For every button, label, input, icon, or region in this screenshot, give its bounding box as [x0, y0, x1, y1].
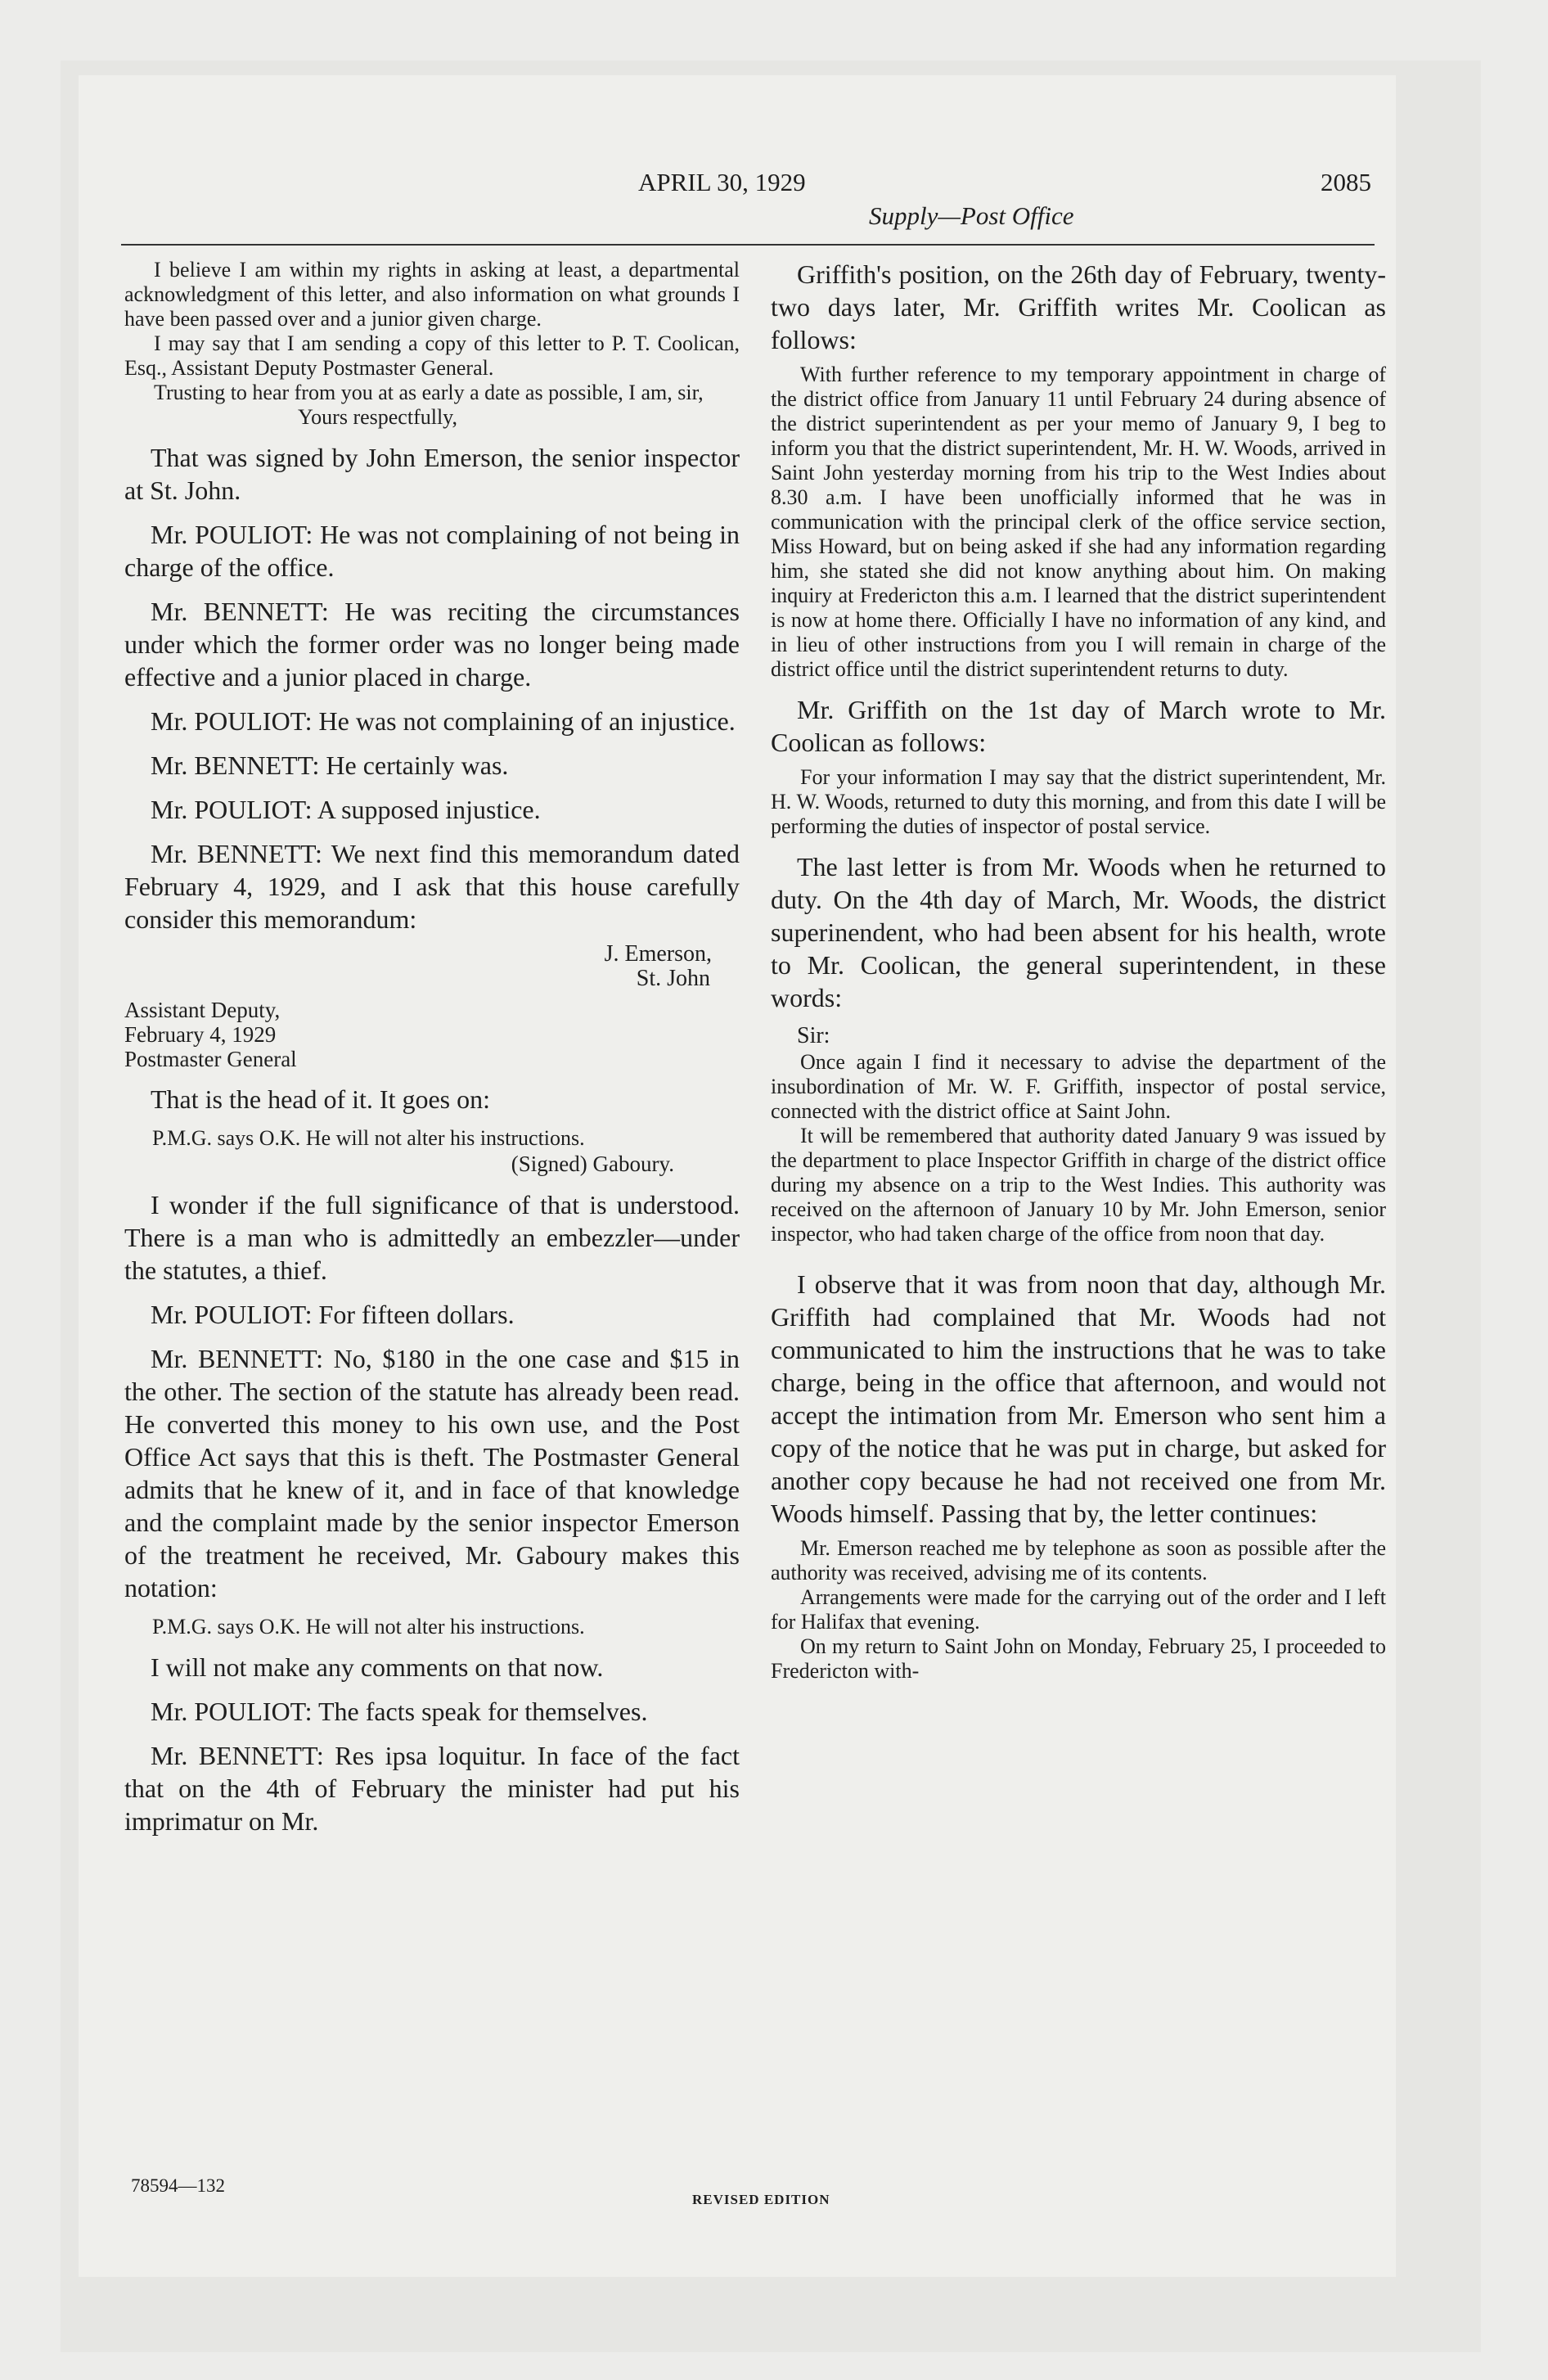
- quoted-letter: Arrangements were made for the carrying out of the order and I left for Halifax that evening.: [771, 1585, 1386, 1634]
- memo-address-line: Assistant Deputy,: [124, 998, 281, 1022]
- quoted-letter: With further reference to my temporary appointment in charge of the district office from January 11 until February 24 during absence of the district superintendent as per your memo of January 9, I beg to inform you that the district superintendent, Mr. H. W. Woods, arrived in Saint John yesterday morning from his trip to the West Indies about 8.30 a.m. I have been unofficially informed that he was in communication with the principal clerk of the office service section, Miss Howard, but on being asked if she had any information regarding him, she stated she did not know anything about him. On making inquiry at Fredericton this a.m. I learned that the district superintendent is now at home there. Officially I have no information of any kind, and in lieu of other instructions from you I will remain in charge of the district office until the district superintendent returns to duty.: [771, 363, 1386, 681]
- speech-paragraph: I observe that it was from noon that day, although Mr. Griffith had complained that Mr. Woods had not communicated to him the instructions that he was to take charge, being in the office that afternoon, and would not accept the intimation from Mr. Emerson who sent him a copy of the notice that he was put in charge, but asked for another copy because he had not received one from Mr. Woods himself. Passing that by, the letter continues:: [771, 1269, 1386, 1528]
- letter-paragraph: Trusting to hear from you at as early a date as possible, I am, sir,: [154, 381, 704, 404]
- memo-notation: P.M.G. says O.K. He will not alter his instructions.: [152, 1615, 585, 1639]
- memo-from-name: J. Emerson,: [604, 941, 712, 967]
- speech-paragraph: I will not make any comments on that now.: [151, 1652, 604, 1682]
- speech-paragraph: The last letter is from Mr. Woods when he returned to duty. On the 4th day of March, Mr. Woods, the district superinendent, who had been absent for his health, wrote to Mr. Coolican, the general superintendent, in these words:: [771, 852, 1386, 1012]
- quoted-letter: Mr. Emerson reached me by telephone as soon as possible after the authority was received, advising me of its contents.: [771, 1536, 1386, 1584]
- speech-paragraph: Mr. Griffith on the 1st day of March wrote to Mr. Coolican as follows:: [771, 695, 1386, 757]
- speech-paragraph: Mr. BENNETT: No, $180 in the one case and $15 in the other. The section of the statute has already been read. He converted this money to his own use, and the Post Office Act says that this is theft. The Postmaster General admits that he knew of it, and in face of that knowledge and the complaint made by the senior inspector Emerson of the treatment he received, Mr. Gaboury makes this notation:: [124, 1344, 740, 1602]
- memo-from: [124, 942, 740, 991]
- speech-paragraph: That was signed by John Emerson, the senior inspector at St. John.: [124, 443, 740, 505]
- speech-paragraph: That is the head of it. It goes on:: [151, 1084, 491, 1114]
- speech-paragraph: Mr. BENNETT: He certainly was.: [151, 751, 509, 780]
- left-column: [124, 258, 740, 1837]
- header-rule: [121, 244, 1375, 246]
- page-date: APRIL 30, 1929: [638, 168, 806, 196]
- quoted-letter: It will be remembered that authority dated January 9 was issued by the department to place Inspector Griffith in charge of the district office during my absence on a trip to the West Indies. This authority was received on the afternoon of January 10 by Mr. John Emerson, senior inspector, who had taken charge of the office from noon that day.: [771, 1124, 1386, 1246]
- letter-paragraph: I may say that I am sending a copy of this letter to P. T. Coolican, Esq., Assistant Deputy Postmaster General.: [124, 331, 740, 380]
- right-column: [771, 258, 1386, 1684]
- memo-from-place: St. John: [636, 966, 710, 991]
- letter-paragraph: I believe I am within my rights in asking at least, a departmental acknowledgment of this letter, and also information on what grounds I have been passed over and a junior given charge.: [124, 258, 740, 331]
- speech-paragraph: Mr. POULIOT: The facts speak for themselves.: [151, 1697, 648, 1726]
- speech-paragraph: Griffith's position, on the 26th day of February, twenty-two days later, Mr. Griffith writes Mr. Coolican as follows:: [771, 259, 1386, 354]
- memo-address-line: February 4, 1929: [124, 1022, 277, 1047]
- speech-paragraph: Mr. POULIOT: He was not complaining of not being in charge of the office.: [124, 520, 740, 582]
- letter-salutation: Sir:: [797, 1023, 830, 1048]
- memo-address-line: Postmaster General: [124, 1047, 297, 1071]
- speech-paragraph: Mr. BENNETT: Res ipsa loquitur. In face of the fact that on the 4th of February the minister had put his imprimatur on Mr.: [124, 1741, 740, 1836]
- page-number: 2085: [1321, 168, 1371, 196]
- section-title: Supply—Post Office: [869, 201, 1074, 230]
- speech-paragraph: Mr. BENNETT: He was reciting the circumstances under which the former order was no longer being made effective and a junior placed in charge.: [124, 597, 740, 692]
- quoted-letter: Once again I find it necessary to advise the department of the insubordination of Mr. W. F. Griffith, inspector of postal service, connected with the district office at Saint John.: [771, 1050, 1386, 1123]
- speech-paragraph: I wonder if the full significance of that is understood. There is a man who is admittedly an embezzler—under the statutes, a thief.: [124, 1190, 740, 1285]
- speech-paragraph: Mr. POULIOT: For fifteen dollars.: [151, 1300, 515, 1329]
- memo-signature: (Signed) Gaboury.: [511, 1152, 674, 1176]
- memo-notation: P.M.G. says O.K. He will not alter his instructions.: [152, 1126, 585, 1150]
- memo-address: [124, 998, 740, 1071]
- speech-paragraph: Mr. BENNETT: We next find this memorandum dated February 4, 1929, and I ask that this house carefully consider this memorandum:: [124, 839, 740, 934]
- speech-paragraph: Mr. POULIOT: He was not complaining of an injustice.: [151, 706, 736, 736]
- edition-label: REVISED EDITION: [692, 2192, 830, 2207]
- quoted-letter: On my return to Saint John on Monday, February 25, I proceeded to Fredericton with-: [771, 1634, 1386, 1683]
- print-code: 78594—132: [131, 2175, 225, 2196]
- speech-paragraph: Mr. POULIOT: A supposed injustice.: [151, 795, 541, 824]
- letter-signoff: Yours respectfully,: [298, 405, 457, 429]
- quoted-letter: For your information I may say that the district superintendent, Mr. H. W. Woods, returned to duty this morning, and from this date I will be performing the duties of inspector of postal service.: [771, 765, 1386, 838]
